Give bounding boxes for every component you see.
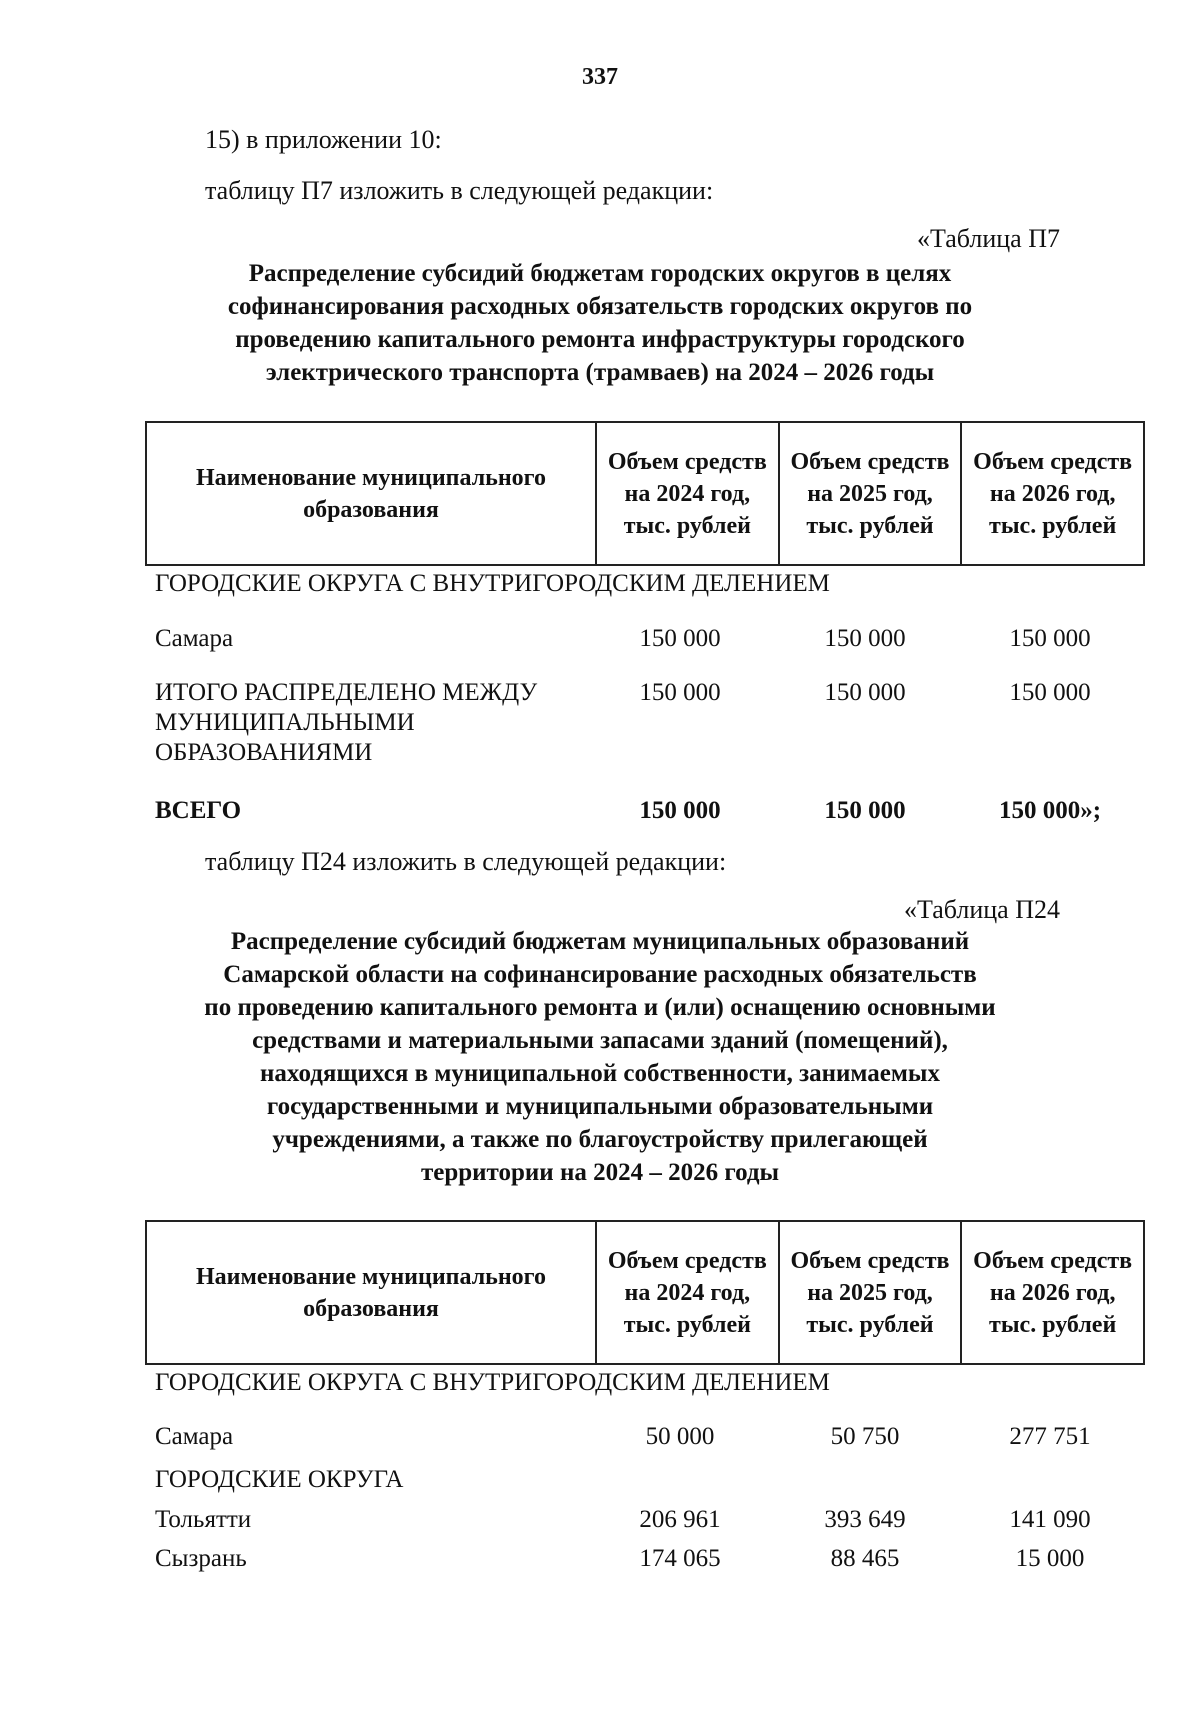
header-2026: Объем средств на 2026 год, тыс. рублей [961,1221,1144,1364]
title-line: Распределение субсидий бюджетам городских округов в целях [248,260,952,287]
row-2026: 150 000 [1009,625,1091,652]
header-2025: Объем средств на 2025 год, тыс. рублей [779,1221,962,1364]
row-2024: 150 000 [639,625,721,652]
row-name: ИТОГО РАСПРЕДЕЛЕНО МЕЖДУ МУНИЦИПАЛЬНЫМИ ОБРАЗОВАНИЯМИ [155,679,538,766]
row-2026: 15 000 [1015,1545,1085,1572]
row-2026: 150 000»; [998,797,1102,824]
row-2026: 141 090 [1009,1506,1091,1533]
row-2025: 393 649 [824,1506,906,1533]
row-2025: 50 750 [830,1423,900,1450]
title-line: по проведению капитального ремонта и (или) оснащению основными [204,994,996,1021]
row-2026: 277 751 [1009,1423,1091,1450]
row-2025: 150 000 [824,797,906,824]
section-urban: ГОРОДСКИЕ ОКРУГА [155,1466,404,1493]
row-name: ВСЕГО [155,797,242,824]
title-line: учреждениями, а также по благоустройству прилегающей [272,1126,928,1153]
table-p7-label: «Таблица П7 [917,224,1060,253]
row-2024: 50 000 [645,1423,715,1450]
title-line: средствами и материальными запасами зданий (помещений), [252,1027,948,1054]
table-p24-label: «Таблица П24 [904,895,1060,924]
table-p24-header [145,1220,1145,1365]
row-name: Самара [155,625,234,652]
amendment-item: 15) в приложении 10: [205,125,442,154]
row-2026: 150 000 [1009,679,1091,706]
row-2024: 206 961 [639,1506,721,1533]
section-intracity: ГОРОДСКИЕ ОКРУГА С ВНУТРИГОРОДСКИМ ДЕЛЕНИЕМ [155,570,830,597]
table-p7-title [120,257,1080,389]
row-name: Самара [155,1423,234,1450]
row-2025: 150 000 [824,679,906,706]
title-line: проведению капитального ремонта инфраструктуры городского [235,326,965,353]
row-2025: 150 000 [824,625,906,652]
table-p24-title [120,925,1080,1189]
title-line: находящихся в муниципальной собственности, занимаемых [260,1060,940,1087]
header-2025: Объем средств на 2025 год, тыс. рублей [779,422,962,565]
row-2025: 88 465 [830,1545,900,1572]
row-name: Сызрань [155,1545,247,1572]
page-number: 337 [582,64,618,90]
p24-instruction: таблицу П24 изложить в следующей редакции: [205,847,727,876]
row-2024: 150 000 [639,679,721,706]
header-name: Наименование муниципального образования [146,422,596,565]
header-name: Наименование муниципального образования [146,1221,596,1364]
p7-instruction: таблицу П7 изложить в следующей редакции: [205,176,714,205]
title-line: государственными и муниципальными образовательными [266,1093,934,1120]
row-2024: 174 065 [639,1545,721,1572]
header-2024: Объем средств на 2024 год, тыс. рублей [596,422,779,565]
title-line: электрического транспорта (трамваев) на 2024 – 2026 годы [265,359,935,386]
title-line: территории на 2024 – 2026 годы [420,1159,780,1186]
header-2026: Объем средств на 2026 год, тыс. рублей [961,422,1144,565]
row-name: Тольятти [155,1506,252,1533]
title-line: Распределение субсидий бюджетам муниципальных образований [230,928,970,955]
section-intracity: ГОРОДСКИЕ ОКРУГА С ВНУТРИГОРОДСКИМ ДЕЛЕНИЕМ [155,1369,830,1396]
table-p7-header [145,421,1145,566]
row-2024: 150 000 [639,797,721,824]
title-line: Самарской области на софинансирование расходных обязательств [223,961,977,988]
title-line: софинансирования расходных обязательств городских округов по [227,293,973,320]
header-2024: Объем средств на 2024 год, тыс. рублей [596,1221,779,1364]
